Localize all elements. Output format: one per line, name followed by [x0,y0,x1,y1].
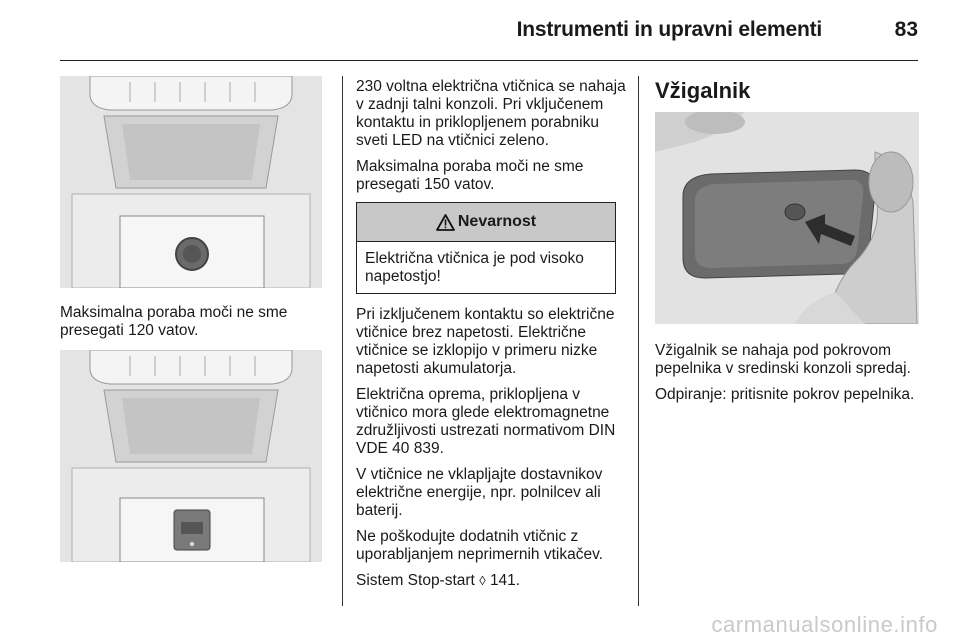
left-column-text [60,304,330,348]
right-column [655,76,925,114]
header-divider [60,60,918,61]
cigarette-lighter-illustration [655,112,919,324]
warning-header [357,203,615,242]
ignition-off-text: Pri izključenem kontaktu so električne vtičnice brez napetosti. Električne vtičnice se izklopijo v primeru nizke napetosti akumulatorja. [356,306,615,377]
max-power-120w-text: Maksimalna poraba moči ne sme presegati 120 vatov. [60,304,288,339]
emc-requirement-text: Električna oprema, priklopljena v vtičnico mora glede elektromagnetne združljivosti ustrezati normativom DIN VDE 40 839. [356,386,616,457]
xref-arrow-icon: ◊ [479,573,486,588]
lighter-opening-text: Odpiranje: pritisnite pokrov pepelnika. [655,386,915,403]
no-chargers-text: V vtičnice ne vklapljajte dostavnikov električne energije, npr. polnilcev ali baterij. [356,466,603,519]
page-number: 83 [894,18,918,41]
rear-console-230v-socket-illustration [60,350,322,562]
column-divider-right [638,76,639,606]
stop-start-reference [356,572,628,590]
damage-warning-text: Ne poškodujte dodatnih vtičnic z uporabljanjem neprimernih vtikačev. [356,528,603,563]
cigarette-lighter-heading: Vžigalnik [655,78,751,103]
warning-triangle-icon [436,214,455,231]
lighter-location-text: Vžigalnik se nahaja pod pokrovom pepelnika v sredinski konzoli spredaj. [655,342,911,377]
max-power-150w-text: Maksimalna poraba moči ne sme presegati 150 vatov. [356,158,584,193]
xref-label: Sistem Stop-start [356,572,475,589]
danger-warning-box [356,202,616,294]
warning-text: Električna vtičnica je pod visoko napetostjo! [365,250,584,285]
socket-230v-description: 230 voltna električna vtičnica se nahaja v zadnji talni konzoli. Pri vključenem kontaktu in priklopljenem porabniku sveti LED na vtičnici zeleno. [356,78,626,149]
middle-column-text [356,78,628,598]
xref-page: 141. [489,572,521,589]
watermark: carmanualsonline.info [711,612,938,637]
warning-heading: Nevarnost [457,213,537,230]
right-column-text [655,342,927,412]
page-header-title: Instrumenti in upravni elementi [516,18,822,41]
column-divider-left [342,76,343,606]
rear-console-12v-socket-illustration [60,76,322,288]
